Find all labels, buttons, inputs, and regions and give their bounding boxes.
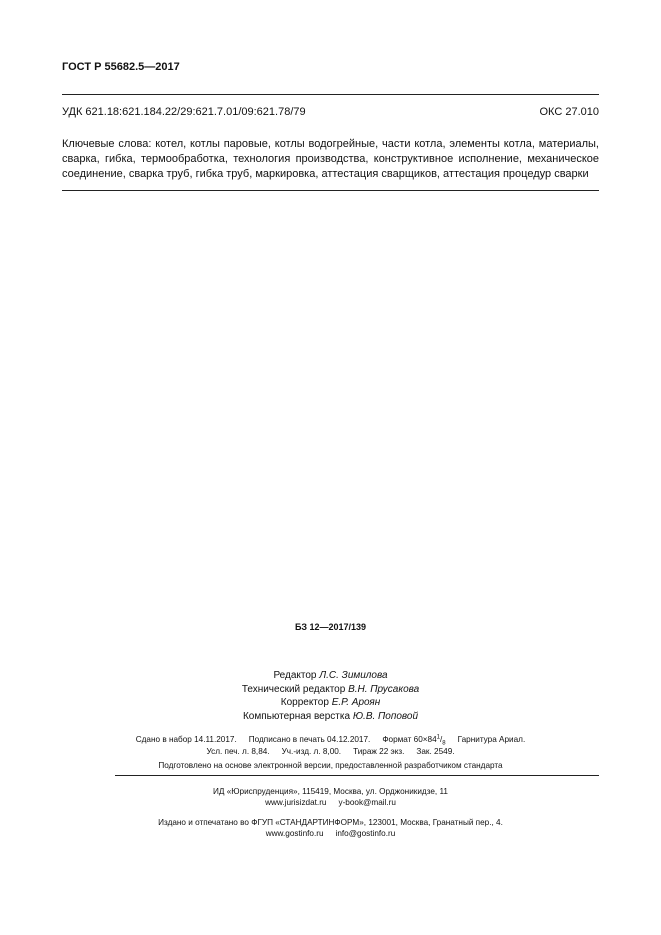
printer-line: Издано и отпечатано во ФГУП «СТАНДАРТИНФОРМ», 123001, Москва, Гранатный пер., 4. (158, 818, 503, 827)
bz-number: БЗ 12—2017/139 (294, 622, 367, 632)
keywords-divider (62, 190, 599, 191)
format-value: Формат $60\times 84^1/_8$ (382, 734, 446, 747)
standard-number: ГОСТ Р 55682.5—2017 (62, 61, 180, 73)
publisher-contacts-1 (0, 798, 661, 807)
printer-site-link[interactable]: www.gostinfo.ru (265, 829, 324, 838)
credit-tech-editor: Технический редактор В.Н. Прусакова (241, 683, 420, 695)
credit-proofreader: Корректор Е.Р. Ароян (280, 697, 381, 708)
imprint-divider (115, 775, 599, 776)
publisher-line-1: ИД «Юриспруденция», 115419, Москва, ул. Орджоникидзе, 11 (213, 787, 448, 796)
imprint-line-2: Усл. печ. л. 8,84. Уч.-изд. л. 8,00. Тираж 22 экз. Зак. 2549. (206, 747, 455, 756)
printer-contacts (0, 829, 661, 838)
top-divider (62, 94, 599, 95)
keywords-paragraph: Ключевые слова: котел, котлы паровые, котлы водогрейные, части котла, элементы котла, материалы, сварка, гибка, термообработка, технология производства, конструктивное исполнение, механическое соединение, сварка труб, гибка труб, маркировка, аттестация сварщиков, аттестация процедур сварки (62, 138, 599, 180)
printer-email-link[interactable]: info@gostinfo.ru (335, 829, 396, 838)
credit-layout: Компьютерная верстка Ю.В. Поповой (242, 710, 419, 722)
credit-editor: Редактор Л.С. Зимилова (273, 670, 388, 681)
oks-code: ОКС 27.010 (539, 106, 599, 118)
publisher-site-link[interactable]: www.jurisizdat.ru (265, 798, 327, 807)
imprint-prepared-note: Подготовлено на основе электронной версии, предоставленной разработчиком стандарта (158, 761, 503, 770)
imprint-line-1: Сдано в набор 14.11.2017. Подписано в печать 04.12.2017. Формат $60\times 84^1/_8$ Гарнитура Ариал. (135, 734, 526, 747)
credits-block (0, 669, 661, 723)
publisher-email-link[interactable]: y-book@mail.ru (338, 798, 396, 807)
udk-code: УДК 621.18:621.184.22/29:621.7.01/09:621.78/79 (62, 106, 306, 118)
